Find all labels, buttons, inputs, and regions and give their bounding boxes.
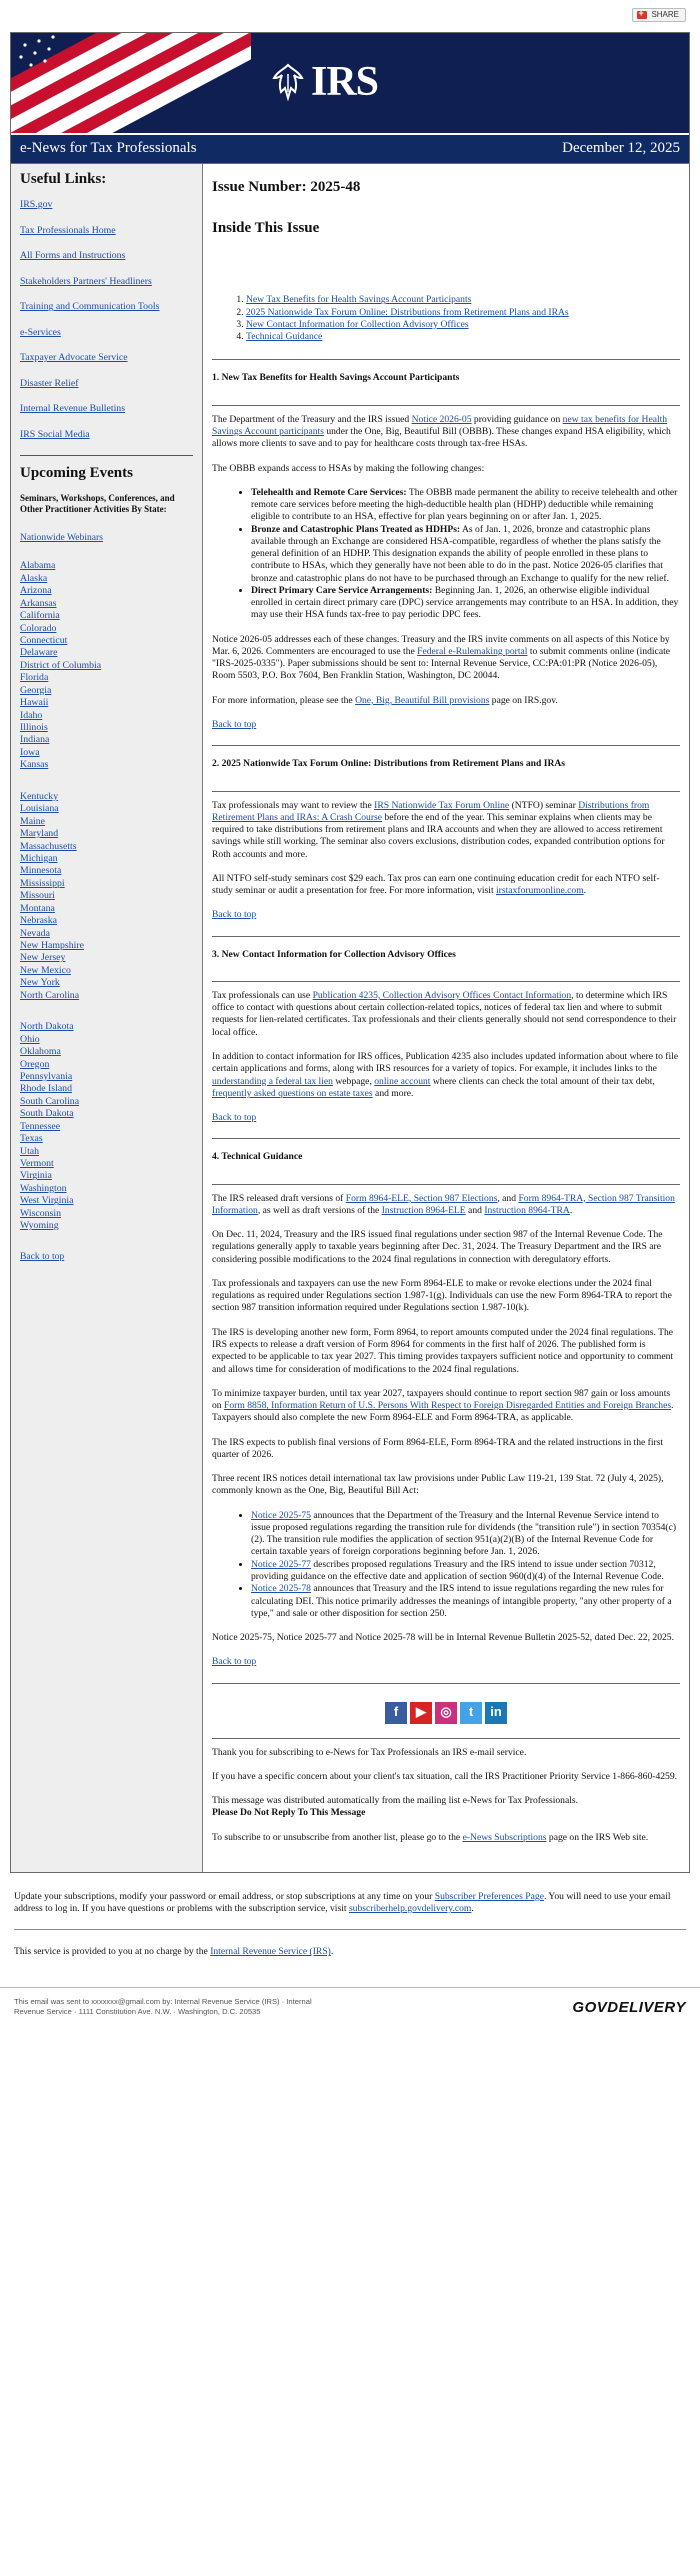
sidebar-link-training[interactable]: Training and Communication Tools xyxy=(20,301,160,313)
s3-paragraph-1: Tax professionals can use Publication 4235, Collection Advisory Offices Contact Information, to determine which IRS office to contact with questions about certain collection-related topics, notices of federal tax lien and where to submit requests for lien-related certificates. Tax professionals and their clients generally should not send correspondence to their local office. xyxy=(212,989,677,1038)
publication-4235-link[interactable]: Publication 4235, Collection Advisory Offices Contact Information xyxy=(312,989,572,1001)
share-icon xyxy=(637,11,647,19)
newsletter-date: December 12, 2025 xyxy=(562,140,680,157)
state-link-texas[interactable]: Texas xyxy=(20,1133,43,1145)
form-8858-link[interactable]: Form 8858, Information Return of U.S. Persons With Respect to Foreign Disregarded Entities and Foreign Branches xyxy=(224,1400,672,1412)
state-link-new-york[interactable]: New York xyxy=(20,977,60,989)
flag-graphic xyxy=(11,33,251,135)
nationwide-webinars-link[interactable]: Nationwide Webinars xyxy=(20,532,103,544)
irs-logo-text: IRS xyxy=(311,59,379,105)
state-link-connecticut[interactable]: Connecticut xyxy=(20,634,68,646)
eagle-icon xyxy=(271,62,305,102)
useful-links-list xyxy=(20,199,193,441)
form-8964-tra-link[interactable]: Form 8964-TRA, Section 987 Transition Information xyxy=(212,1192,675,1216)
state-link-south-dakota[interactable]: South Dakota xyxy=(20,1108,74,1120)
state-link-california[interactable]: California xyxy=(20,610,60,622)
section-divider xyxy=(212,745,680,746)
state-link-north-dakota[interactable]: North Dakota xyxy=(20,1021,74,1033)
sidebar-back-to-top-link[interactable]: Back to top xyxy=(20,1250,65,1262)
do-not-reply: Please Do Not Reply To This Message xyxy=(212,1807,366,1819)
state-link-north-carolina[interactable]: North Carolina xyxy=(20,989,80,1001)
closing-distribution: This message was distributed automatically from the mailing list e-News for Tax Professionals. Please Do Not Reply To This Message xyxy=(212,1795,579,1819)
toc-link-tax-forum[interactable]: 2025 Nationwide Tax Forum Online: Distributions from Retirement Plans and IRAs xyxy=(246,306,569,318)
state-link-utah[interactable]: Utah xyxy=(20,1145,40,1157)
state-link-delaware[interactable]: Delaware xyxy=(20,647,58,659)
s1-paragraph-2: The OBBB expands access to HSAs by making the following changes: xyxy=(212,462,485,474)
form-8964-ele-link[interactable]: Form 8964-ELE, Section 987 Elections xyxy=(345,1192,498,1204)
section-3-heading: 3. New Contact Information for Collection Advisory Offices xyxy=(212,948,456,960)
s4-paragraph-5: To minimize taxpayer burden, until tax year 2027, taxpayers should continue to report section 987 gain or loss amounts on Form 8858, Information Return of U.S. Persons With Respect to Foreign Disregarded Entities and Foreign Branches. Taxpayers should also complete the new Form 8964-ELE and Form 8964-TRA, as applicable. xyxy=(212,1387,674,1424)
state-link-illinois[interactable]: Illinois xyxy=(20,722,48,734)
toc-link-collection[interactable]: New Contact Information for Collection Advisory Offices xyxy=(246,318,469,330)
footer xyxy=(0,1873,700,1981)
sidebar-link-taxpayer-advocate[interactable]: Taxpayer Advocate Service xyxy=(20,352,128,364)
federal-tax-lien-link[interactable]: understanding a federal tax lien xyxy=(212,1075,333,1087)
state-link-kentucky[interactable]: Kentucky xyxy=(20,790,59,802)
back-to-top-link[interactable]: Back to top xyxy=(212,1656,257,1668)
footer-service-text: This service is provided to you at no charge by the Internal Revenue Service (IRS). xyxy=(14,1946,334,1958)
footer-divider xyxy=(14,1929,686,1930)
section-divider xyxy=(212,1683,680,1684)
state-link-virginia[interactable]: Virginia xyxy=(20,1170,52,1182)
table-of-contents xyxy=(212,294,680,343)
crash-course-link[interactable]: Distributions from Retirement Plans and IRAs: A Crash Course xyxy=(212,799,650,823)
notice-2026-05-link[interactable]: Notice 2026-05 xyxy=(411,413,472,425)
share-button[interactable] xyxy=(632,8,686,22)
toc-link-hsa[interactable]: New Tax Benefits for Health Savings Account Participants xyxy=(246,294,472,306)
state-link-nevada[interactable]: Nevada xyxy=(20,927,50,939)
notice-2025-78-link[interactable]: Notice 2025-78 xyxy=(251,1583,311,1595)
s4-paragraph-7: Three recent IRS notices detail international tax law provisions under Public Law 119-21, 139 Stat. 72 (July 4, 2025), commonly known as the One, Big, Beautiful Bill Act: xyxy=(212,1473,664,1497)
sidebar-link-headliners[interactable]: Stakeholders Partners' Headliners xyxy=(20,275,152,287)
instruction-8964-ele-link[interactable]: Instruction 8964-ELE xyxy=(381,1204,466,1216)
social-icons xyxy=(212,1702,680,1724)
facebook-icon[interactable]: f xyxy=(385,1702,407,1724)
instruction-8964-tra-link[interactable]: Instruction 8964-TRA xyxy=(484,1204,570,1216)
upcoming-events-heading: Upcoming Events xyxy=(20,464,133,481)
state-link-district-of-columbia[interactable]: District of Columbia xyxy=(20,659,102,671)
states-list xyxy=(20,560,193,1232)
title-bar xyxy=(11,135,689,163)
state-link-south-carolina[interactable]: South Carolina xyxy=(20,1095,80,1107)
subscriber-preferences-link[interactable]: Subscriber Preferences Page xyxy=(434,1890,544,1902)
state-link-arkansas[interactable]: Arkansas xyxy=(20,597,57,609)
ntfo-link[interactable]: IRS Nationwide Tax Forum Online xyxy=(374,799,510,811)
sidebar xyxy=(11,164,203,1872)
toc-link-technical[interactable]: Technical Guidance xyxy=(246,331,323,343)
list-item: • Notice 2025-77 describes proposed regulations Treasury and the IRS intend to issue under section 70312, providing guidance on the effective date and application of section 960(d)(4) of the Internal Revenue Code. xyxy=(251,1559,680,1584)
back-to-top-link[interactable]: Back to top xyxy=(212,909,257,921)
state-link-ohio[interactable]: Ohio xyxy=(20,1033,40,1045)
govdelivery-bar xyxy=(0,1987,700,2027)
main-content xyxy=(203,164,689,1872)
list-item: • Notice 2025-75 announces that the Department of the Treasury and the Internal Revenue Service intend to issue proposed regulations regarding the transition rule for dividends (the "transition rule") in section 70354(c)(2). The transition rule modifies the application of section 951(a)(2)(B) of the Internal Revenue Code for certain taxable years of foreign corporations beginning before Jan. 1, 2026. xyxy=(251,1510,680,1559)
sidebar-link-tax-pros-home[interactable]: Tax Professionals Home xyxy=(20,224,116,236)
states-group-2 xyxy=(20,791,193,1002)
enews-subscriptions-link[interactable]: e-News Subscriptions xyxy=(462,1831,547,1843)
s4-paragraph-4: The IRS is developing another new form, Form 8964, to report amounts computed under the 2024 final regulations. The IRS expects to release a draft version of Form 8964 for comments in the first half of 2026. The published form is expected to be applicable to tax year 2027. This timing provides taxpayers sufficient notice and opportunity to comment and allows time for consideration of modifications to the 2024 final regulations. xyxy=(212,1326,674,1375)
top-bar xyxy=(0,0,700,26)
state-link-wyoming[interactable]: Wyoming xyxy=(20,1220,59,1232)
state-link-nebraska[interactable]: Nebraska xyxy=(20,915,57,927)
state-link-oklahoma[interactable]: Oklahoma xyxy=(20,1046,61,1058)
back-to-top-link[interactable]: Back to top xyxy=(212,1112,257,1124)
s2-paragraph-2: All NTFO self-study seminars cost $29 each. Tax pros can earn one continuing education credit for each NTFO self-study seminar or audit a presentation for free. For more information, visit irstaxforumonline.com. xyxy=(212,872,660,897)
state-link-mississippi[interactable]: Mississippi xyxy=(20,877,65,889)
list-item: • Bronze and Catastrophic Plans Treated as HDHPs: As of Jan. 1, 2026, bronze and catastrophic plans available through an Exchange are considered HSA-compatible, regardless of whether the plans satisfy the general definition of an HDHP. This designation expands the ability of people enrolled in these plans to contribute to HSAs, which they generally have not been able to do in the past. Notice 2026-05 clarifies that bronze and catastrophic plans do not have to be purchased through an Exchange to qualify for the new relief. xyxy=(251,524,680,585)
list-item: • Telehealth and Remote Care Services: The OBBB made permanent the ability to receive telehealth and other remote care services before meeting the high-deductible health plan (HDHP) deductible while remaining eligible to contribute to an HSA, effective for plan years beginning on or after Jan. 1, 2025. xyxy=(251,487,680,524)
states-group-1 xyxy=(20,560,193,771)
sidebar-link-e-services[interactable]: e-Services xyxy=(20,326,61,338)
state-link-new-jersey[interactable]: New Jersey xyxy=(20,952,66,964)
section-divider xyxy=(212,1738,680,1739)
state-link-indiana[interactable]: Indiana xyxy=(20,734,50,746)
notice-2025-77-link[interactable]: Notice 2025-77 xyxy=(251,1558,311,1570)
s2-paragraph-1: Tax professionals may want to review the IRS Nationwide Tax Forum Online (NTFO) seminar Distributions from Retirement Plans and IRAs: A Crash Course before the end of the year. This seminar explains when clients may be required to take distributions from retirement plans and IRA accounts and when they are allowed to access retirement savings while still working. The seminar also covers exclusions, distribution codes, expanded contribution options for Roth accounts and more. xyxy=(212,799,665,860)
state-link-kansas[interactable]: Kansas xyxy=(20,759,49,771)
state-link-montana[interactable]: Montana xyxy=(20,902,55,914)
useful-links-heading: Useful Links: xyxy=(20,171,107,187)
section-1-heading: 1. New Tax Benefits for Health Savings Account Participants xyxy=(212,372,460,384)
share-label: SHARE xyxy=(651,10,679,19)
state-link-oregon[interactable]: Oregon xyxy=(20,1058,50,1070)
closing-priority-service: If you have a specific concern about your client's tax situation, call the IRS Practitioner Priority Service 1-866-860-4259. xyxy=(212,1770,678,1782)
sender-address: This email was sent to xxxxxxx@gmail.com by: Internal Revenue Service (IRS) · Internal Revenue Service · 1111 Constitution Ave. N.W. · Washington, D.C. 20535 xyxy=(14,1997,312,2017)
irs-logo xyxy=(271,61,378,103)
state-link-michigan[interactable]: Michigan xyxy=(20,852,58,864)
state-link-new-mexico[interactable]: New Mexico xyxy=(20,964,71,976)
state-link-missouri[interactable]: Missouri xyxy=(20,890,55,902)
state-link-florida[interactable]: Florida xyxy=(20,672,49,684)
twitter-icon[interactable]: t xyxy=(460,1702,482,1724)
state-link-minnesota[interactable]: Minnesota xyxy=(20,865,62,877)
s1-paragraph-1: The Department of the Treasury and the IRS issued Notice 2026-05 providing guidance on new tax benefits for Health Savings Account participants under the One, Big, Beautiful Bill (OBBB). These changes expand HSA eligibility, which allows more clients to save and to pay for healthcare costs through tax-free HSAs. xyxy=(212,413,671,450)
states-group-3 xyxy=(20,1021,193,1232)
state-link-colorado[interactable]: Colorado xyxy=(20,622,57,634)
linkedin-icon[interactable]: in xyxy=(485,1702,507,1724)
sidebar-link-irb[interactable]: Internal Revenue Bulletins xyxy=(20,403,126,415)
state-link-alaska[interactable]: Alaska xyxy=(20,572,48,584)
section-divider xyxy=(212,791,680,792)
state-link-hawaii[interactable]: Hawaii xyxy=(20,697,49,709)
estate-tax-faq-link[interactable]: frequently asked questions on estate taxes xyxy=(212,1087,373,1099)
state-link-washington[interactable]: Washington xyxy=(20,1182,67,1194)
online-account-link[interactable]: online account xyxy=(374,1075,431,1087)
section-divider xyxy=(212,981,680,982)
section-divider xyxy=(212,405,680,406)
s4-paragraph-6: The IRS expects to publish final versions of Form 8964-ELE, Form 8964-TRA and the related instructions in the first quarter of 2026. xyxy=(212,1436,664,1460)
state-link-massachusetts[interactable]: Massachusetts xyxy=(20,840,77,852)
section-divider xyxy=(212,936,680,937)
state-link-vermont[interactable]: Vermont xyxy=(20,1158,54,1170)
content-columns xyxy=(11,163,689,1872)
toc-item xyxy=(246,331,680,343)
section-divider xyxy=(212,1184,680,1185)
sidebar-divider xyxy=(20,455,193,456)
s4-paragraph-1: The IRS released draft versions of Form 8964-ELE, Section 987 Elections, and Form 8964-TRA, Section 987 Transition Information, as well as draft versions of the Instruction 8964-ELE and Instruction 8964-TRA. xyxy=(212,1192,675,1216)
list-item: • Direct Primary Care Service Arrangements: Beginning Jan. 1, 2026, an otherwise eligible individual enrolled in certain direct primary care (DPC) service arrangements may contribute to an HSA. In addition, they may use their HSA funds tax-free to pay periodic DPC fees. xyxy=(251,585,680,622)
sidebar-link-social-media[interactable]: IRS Social Media xyxy=(20,428,90,440)
state-link-idaho[interactable]: Idaho xyxy=(20,709,43,721)
s4-paragraph-3: Tax professionals and taxpayers can use the new Form 8964-ELE to make or revoke elections under the 2024 final regulations as required under Regulations section 1.987-1(g). Individuals can use the new Form 8964-TRA to report the section 987 transition information required under Regulations section 1.987-10(k). xyxy=(212,1277,672,1314)
issue-number: Issue Number: 2025-48 xyxy=(212,179,361,195)
youtube-icon[interactable]: ▶ xyxy=(410,1702,432,1724)
state-link-new-hampshire[interactable]: New Hampshire xyxy=(20,940,84,952)
s1-paragraph-4: For more information, please see the One, Big, Beautiful Bill provisions page on IRS.gov. xyxy=(212,694,558,706)
sidebar-link-disaster-relief[interactable]: Disaster Relief xyxy=(20,377,79,389)
s4-paragraph-2: On Dec. 11, 2024, Treasury and the IRS issued final regulations under section 987 of the Internal Revenue Code. The regulations generally apply to taxable years beginning after Dec. 31, 2024. The Treasury Department and the IRS are considering possible modifications to the 2024 final regulations in connection with deregulatory efforts. xyxy=(212,1229,663,1265)
header-banner xyxy=(11,33,689,135)
hsa-benefits-link[interactable]: new tax benefits for Health Savings Account participants xyxy=(212,413,668,437)
notices-list xyxy=(212,1510,680,1620)
toc-item xyxy=(246,307,680,319)
irstaxforumonline-link[interactable]: irstaxforumonline.com xyxy=(496,885,584,897)
section-divider xyxy=(212,1138,680,1139)
state-link-georgia[interactable]: Georgia xyxy=(20,684,52,696)
e-rulemaking-portal-link[interactable]: Federal e-Rulemaking portal xyxy=(417,645,528,657)
state-link-iowa[interactable]: Iowa xyxy=(20,746,40,758)
state-link-maine[interactable]: Maine xyxy=(20,815,46,827)
obbb-provisions-link[interactable]: One, Big, Beautiful Bill provisions xyxy=(355,694,490,706)
state-link-wisconsin[interactable]: Wisconsin xyxy=(20,1207,61,1219)
footer-subscription-text: Update your subscriptions, modify your password or email address, or stop subscriptions at any time on your Subscriber Preferences Page. You will need to use your email address to log in. If you have questions or problems with the subscription service, visit subscriberhelp.govdelivery.com. xyxy=(14,1890,671,1915)
state-link-tennessee[interactable]: Tennessee xyxy=(20,1120,61,1132)
section-divider xyxy=(212,359,680,360)
irs-link[interactable]: Internal Revenue Service (IRS) xyxy=(210,1946,331,1958)
sidebar-link-forms[interactable]: All Forms and Instructions xyxy=(20,250,126,262)
closing-thanks: Thank you for subscribing to e-News for Tax Professionals an IRS e-mail service. xyxy=(212,1746,527,1758)
govdelivery-logo[interactable]: GOVDELIVERY xyxy=(572,1998,686,2016)
instagram-icon[interactable]: ◎ xyxy=(435,1702,457,1724)
events-subtitle: Seminars, Workshops, Conferences, and Other Practitioner Activities By State: xyxy=(20,492,175,515)
inside-heading: Inside This Issue xyxy=(212,220,320,237)
toc-item xyxy=(246,294,680,306)
newsletter-frame xyxy=(10,32,690,1873)
s1-paragraph-3: Notice 2026-05 addresses each of these changes. Treasury and the IRS invite comments on all aspects of this Notice by Mar. 6, 2026. Commenters are encouraged to use the Federal e-Rulemaking portal to submit comments online (indicate "IRS-2025-0335"). Paper submissions should be sent to: Internal Revenue Service, CC:PA:01:PR (Notice 2026-05), Room 5503, P.O. Box 7604, Ben Franklin Station, Washington, DC 20044. xyxy=(212,633,671,682)
section-4-heading: 4. Technical Guidance xyxy=(212,1151,303,1163)
state-link-rhode-island[interactable]: Rhode Island xyxy=(20,1083,72,1095)
s3-paragraph-2: In addition to contact information for IRS offices, Publication 4235 also includes updated information about where to file certain applications and forms, along with IRS resources for a variety of topics. For example, it includes links to the understanding a federal tax lien webpage, online account where clients can check the total amount of their tax debt, frequently asked questions on estate taxes and more. xyxy=(212,1051,679,1099)
s4-paragraph-8: Notice 2025-75, Notice 2025-77 and Notice 2025-78 will be in Internal Revenue Bulletin 2025-52, dated Dec. 22, 2025. xyxy=(212,1632,674,1644)
newsletter-title: e-News for Tax Professionals xyxy=(20,140,197,157)
back-to-top-link[interactable]: Back to top xyxy=(212,719,257,731)
state-link-pennsylvania[interactable]: Pennsylvania xyxy=(20,1070,73,1082)
closing-subscribe: To subscribe to or unsubscribe from another list, please go to the e-News Subscriptions page on the IRS Web site. xyxy=(212,1831,649,1843)
s1-bullet-list xyxy=(212,487,680,622)
list-item: • Notice 2025-78 announces that Treasury and the IRS intend to issue regulations regarding the new rules for calculating DEI. This notice primarily addresses the meanings of intangible property, "any other property of a type," and sale or other disposition for section 250. xyxy=(251,1583,680,1620)
state-link-louisiana[interactable]: Louisiana xyxy=(20,803,59,815)
state-link-arizona[interactable]: Arizona xyxy=(20,585,52,597)
section-2-heading: 2. 2025 Nationwide Tax Forum Online: Distributions from Retirement Plans and IRAs xyxy=(212,758,566,770)
sidebar-link-irs-gov[interactable]: IRS.gov xyxy=(20,199,53,211)
subscriber-help-link[interactable]: subscriberhelp.govdelivery.com xyxy=(348,1903,472,1915)
notice-2025-75-link[interactable]: Notice 2025-75 xyxy=(251,1509,311,1521)
state-link-alabama[interactable]: Alabama xyxy=(20,560,56,572)
state-link-west-virginia[interactable]: West Virginia xyxy=(20,1195,74,1207)
toc-item xyxy=(246,319,680,331)
state-link-maryland[interactable]: Maryland xyxy=(20,828,59,840)
